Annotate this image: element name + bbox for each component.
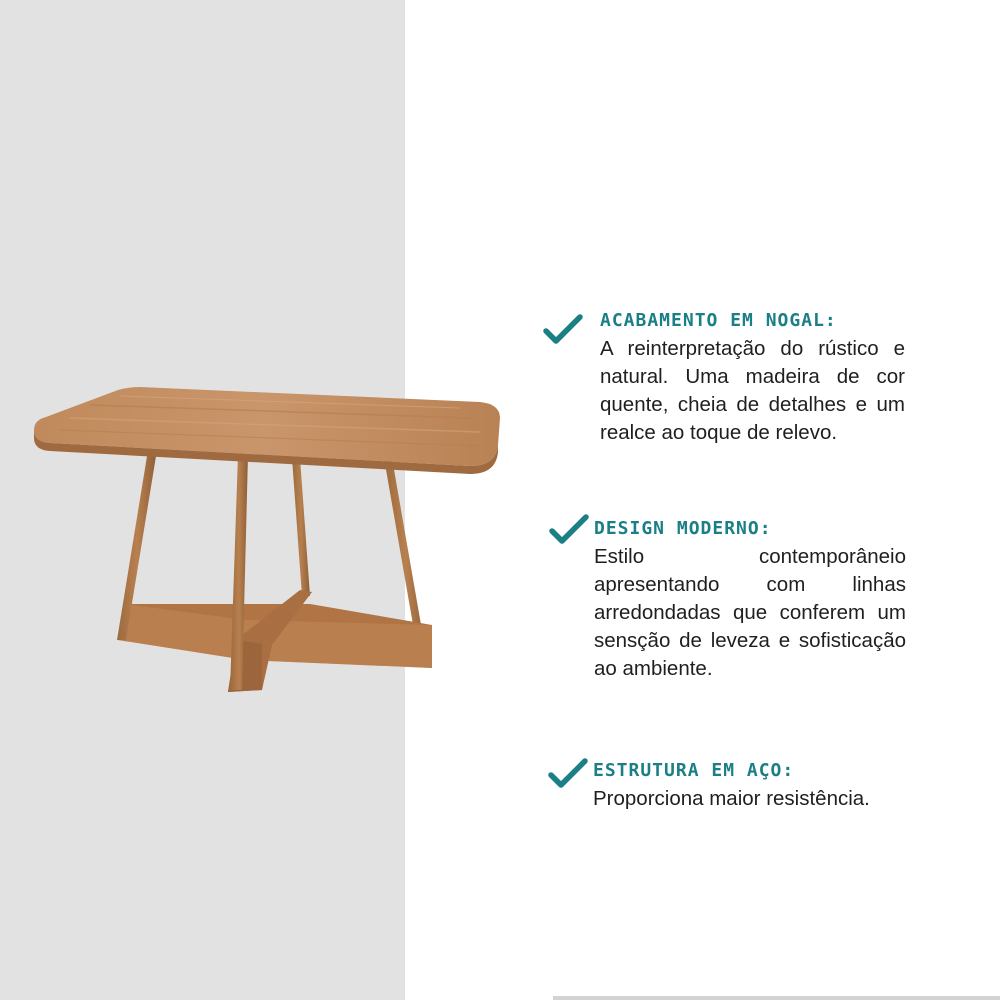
check-icon — [543, 312, 583, 346]
dining-table-image — [0, 360, 520, 720]
feature-description: A reinterpretação do rústico e natural. Uma madeira de cor quente, cheia de detalhes e um realce ao toque de relevo. — [600, 337, 905, 444]
divider — [553, 996, 1000, 1000]
check-icon — [548, 756, 588, 790]
feature-description: Estilo contemporâneio apresentando com linhas arredondadas que conferem um sensção de leveza e sofisticação ao ambiente. — [594, 545, 906, 680]
feature-description: Proporciona maior resistência. — [593, 787, 870, 810]
check-icon — [549, 512, 589, 546]
feature-title: DESIGN MODERNO: — [594, 518, 772, 539]
feature-title: ESTRUTURA EM AÇO: — [593, 760, 795, 781]
feature-title: ACABAMENTO EM NOGAL: — [600, 310, 837, 331]
